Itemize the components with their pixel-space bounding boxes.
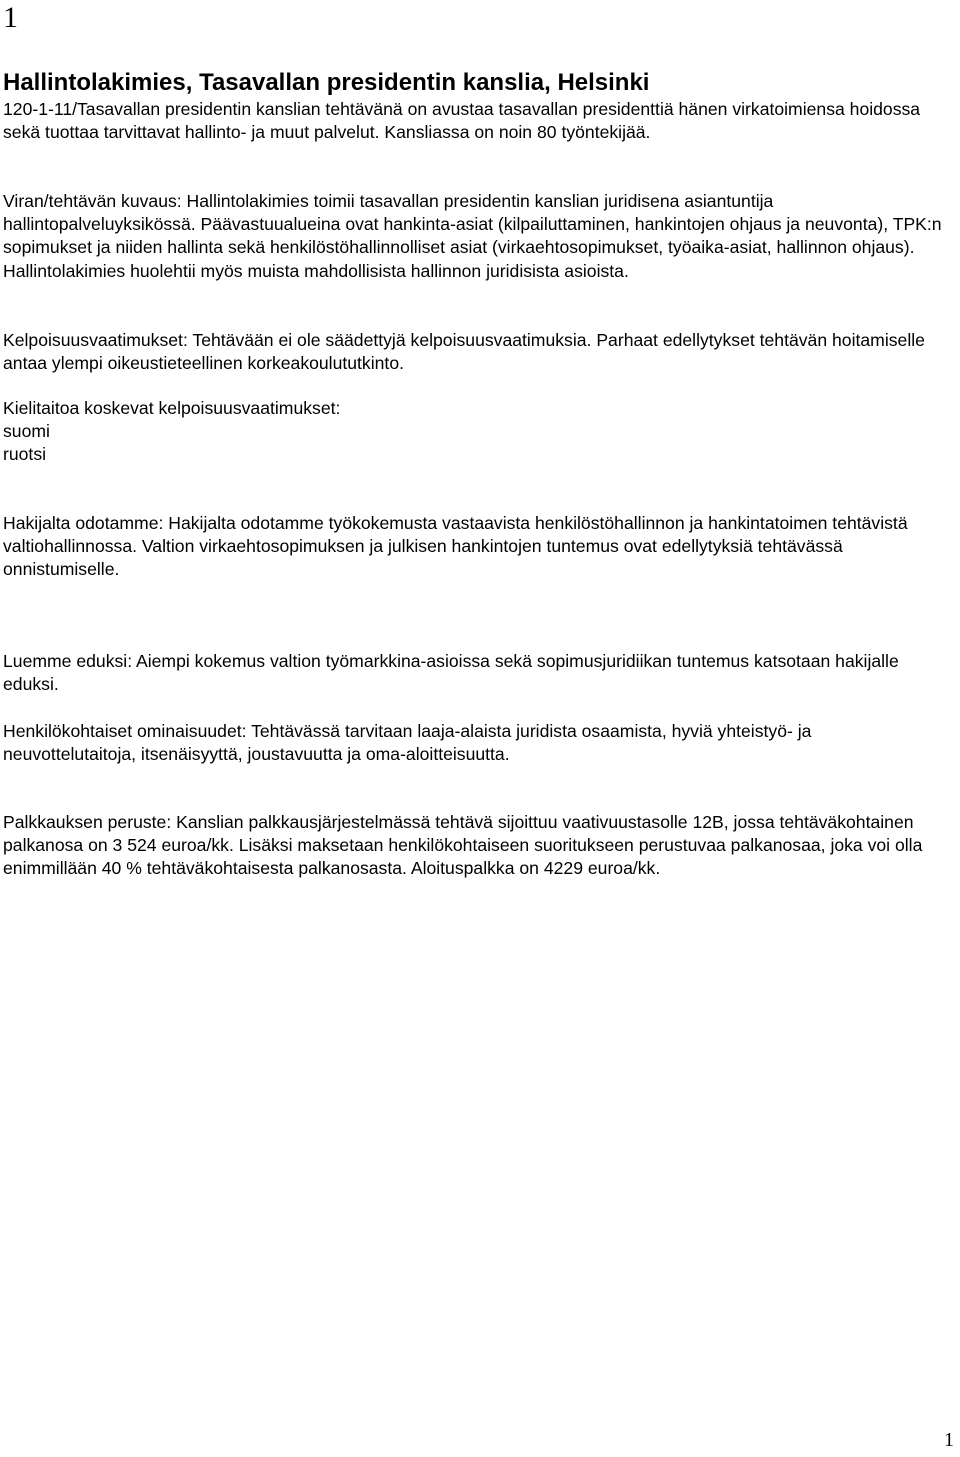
- language-item-finnish: suomi: [3, 421, 50, 442]
- language-item-swedish: ruotsi: [3, 444, 47, 465]
- page-number-bottom: 1: [944, 1429, 954, 1451]
- qualifications-paragraph: Kelpoisuusvaatimukset: Tehtävään ei ole säädettyjä kelpoisuusvaatimuksia. Parhaat edellytykset tehtävän hoitamiselle antaa ylempi oikeustieteellinen korkeakoulututkinto.: [3, 330, 925, 374]
- personal-qualities-paragraph: Henkilökohtaiset ominaisuudet: Tehtävässä tarvitaan laaja-alaista juridista osaamista, hyviä yhteistyö- ja neuvottelutaitoja, itsenäisyyttä, joustavuutta ja oma-aloitteisuutta.: [3, 721, 812, 765]
- intro-paragraph: 120-1-11/Tasavallan presidentin kanslian tehtävänä on avustaa tasavallan presidenttiä hänen virkatoimiensa hoidossa sekä tuottaa tarvittavat hallinto- ja muut palvelut. Kansliassa on noin 80 työntekijää.: [3, 99, 921, 143]
- page-title: Hallintolakimies, Tasavallan presidentin kanslia, Helsinki: [3, 69, 650, 96]
- description-paragraph: Viran/tehtävän kuvaus: Hallintolakimies toimii tasavallan presidentin kanslian juridisena asiantuntija hallintopalveluyksikössä. Päävastuualueina ovat hankinta-asiat (kilpailuttaminen, hankintojen ohjaus ja neuvonta), TPK:n sopimukset ja niiden hallinta sekä henkilöstöhallinnolliset asiat (virkaehtosopimukset, työaika-asiat, hallinnon ohjaus). Hallintolakimies huolehtii myös muista mahdollisista hallinnon juridisista asioista.: [3, 191, 942, 281]
- salary-paragraph: Palkkauksen peruste: Kanslian palkkausjärjestelmässä tehtävä sijoittuu vaativuustasolle 12B, jossa tehtäväkohtainen palkanosa on 3 524 euroa/kk. Lisäksi maksetaan henkilökohtaiseen suoritukseen perustuvaa palkanosaa, joka voi olla enimmillään 40 % tehtäväkohtaisesta palkanosasta. Aloituspalkka on 4229 euroa/kk.: [3, 812, 923, 879]
- page-number-top: 1: [3, 1, 18, 34]
- language-section: [3, 397, 943, 467]
- expectations-paragraph: Hakijalta odotamme: Hakijalta odotamme työkokemusta vastaavista henkilöstöhallinnon ja hankintatoimen tehtävistä valtiohallinnossa. Valtion virkaehtosopimuksen ja julkisen hankintojen tuntemus ovat edellytyksiä tehtävässä onnistumiselle.: [3, 513, 908, 580]
- language-heading: Kielitaitoa koskevat kelpoisuusvaatimukset:: [3, 398, 341, 418]
- merits-paragraph: Luemme eduksi: Aiempi kokemus valtion työmarkkina-asioissa sekä sopimusjuridiikan tuntemus katsotaan hakijalle eduksi.: [3, 651, 899, 695]
